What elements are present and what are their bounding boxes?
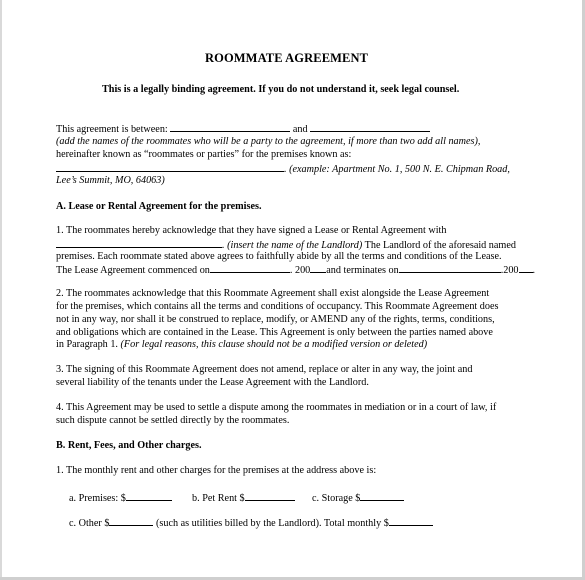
intro-example-label: . (example: Apartment No. 1, 500 N. E. Chipman Road, xyxy=(284,164,510,175)
roommate-name-blank-1[interactable] xyxy=(170,122,290,132)
intro-line-2: (add the names of the roommates who will be a party to the agreement, if more than two add all names), xyxy=(56,136,481,147)
a3-line-1: 3. The signing of this Roommate Agreement does not amend, replace or alter in any way, the joint and xyxy=(56,364,473,375)
pet-rent-group xyxy=(192,491,295,505)
a2-legal-note: (For legal reasons, this clause should not be a modified version or deleted) xyxy=(120,339,428,350)
total-monthly-blank[interactable] xyxy=(389,516,433,526)
a2-line-3: not in any way, nor shall it be construed to replace, modify, or AMEND any of the rights, terms, conditions, xyxy=(56,314,495,325)
a2-line-4: and obligations which are contained in the Lease. This Agreement is only between the parties named above xyxy=(56,327,493,338)
a1-landlord-text: The Landlord of the aforesaid named xyxy=(362,240,516,251)
b1-row-1 xyxy=(69,491,172,505)
lease-end-blank[interactable] xyxy=(399,263,501,273)
a4-line-2: such dispute cannot be settled directly by the roommates. xyxy=(56,415,290,426)
a2-line-1: 2. The roommates acknowledge that this Roommate Agreement shall exist alongside the Lease Agreement xyxy=(56,288,490,299)
page-left-edge xyxy=(0,0,2,580)
premises-address-blank[interactable] xyxy=(56,162,284,172)
lease-start-blank[interactable] xyxy=(210,263,290,273)
intro-line-3: hereinafter known as “roommates or parties” for the premises known as: xyxy=(56,149,352,160)
storage-label: c. Storage $ xyxy=(312,493,361,504)
intro-and-label: and xyxy=(292,124,308,135)
a1-year-prefix-2: .200 xyxy=(500,265,519,276)
other-charges-label: c. Other $ xyxy=(69,518,110,529)
document-title: ROOMMATE AGREEMENT xyxy=(205,51,369,65)
total-monthly-label: (such as utilities billed by the Landlord). Total monthly $ xyxy=(156,518,389,529)
b1-line: 1. The monthly rent and other charges for the premises at the address above is: xyxy=(56,465,377,476)
a2-line-5 xyxy=(56,339,427,351)
intro-between-label: This agreement is between: xyxy=(56,124,168,135)
a2-paragraph-ref: in Paragraph 1. xyxy=(56,339,121,350)
a1-line-3: premises. Each roommate stated above agrees to faithfully abide by all the terms and conditions of the Lease. xyxy=(56,251,502,262)
premises-rent-label: a. Premises: $ xyxy=(69,493,126,504)
a1-terminates-label: and terminates on xyxy=(326,265,399,276)
intro-line-4 xyxy=(56,162,510,176)
a1-line-1: 1. The roommates hereby acknowledge that they have signed a Lease or Rental Agreement with xyxy=(56,225,447,236)
document-subtitle: This is a legally binding agreement. If you do not understand it, seek legal counsel. xyxy=(102,84,460,95)
a1-landlord-hint: . (insert the name of the Landlord) xyxy=(222,240,363,251)
storage-blank[interactable] xyxy=(360,491,404,501)
other-charges-blank[interactable] xyxy=(109,516,153,526)
a1-commenced-label: The Lease Agreement commenced on xyxy=(56,265,210,276)
lease-end-year-blank[interactable] xyxy=(519,263,533,273)
pet-rent-blank[interactable] xyxy=(245,491,295,501)
lease-start-year-blank[interactable] xyxy=(310,263,326,273)
pet-rent-label: b. Pet Rent $ xyxy=(192,493,245,504)
intro-line-5: Lee’s Summit, MO, 64063) xyxy=(56,175,165,186)
landlord-name-blank[interactable] xyxy=(56,238,222,248)
a1-period: . xyxy=(532,265,536,276)
roommate-name-blank-2[interactable] xyxy=(310,122,430,132)
storage-group xyxy=(312,491,404,505)
a2-line-2: for the premises, which contains all the terms and conditions of occupancy. This Roommate Agreement does xyxy=(56,301,499,312)
premises-rent-blank[interactable] xyxy=(126,491,172,501)
a1-line-4 xyxy=(56,263,535,277)
section-a-heading: A. Lease or Rental Agreement for the premises. xyxy=(56,201,262,212)
intro-line-1 xyxy=(56,122,430,136)
a4-line-1: 4. This Agreement may be used to settle a dispute among the roommates in mediation or in a court of law, if xyxy=(56,402,497,413)
a1-line-2 xyxy=(56,238,516,252)
a1-year-prefix-1: . 200 xyxy=(289,265,311,276)
b1-row-2 xyxy=(69,516,433,530)
section-b-heading: B. Rent, Fees, and Other charges. xyxy=(56,440,202,451)
a3-line-2: several liability of the tenants under the Lease Agreement with the Landlord. xyxy=(56,377,369,388)
